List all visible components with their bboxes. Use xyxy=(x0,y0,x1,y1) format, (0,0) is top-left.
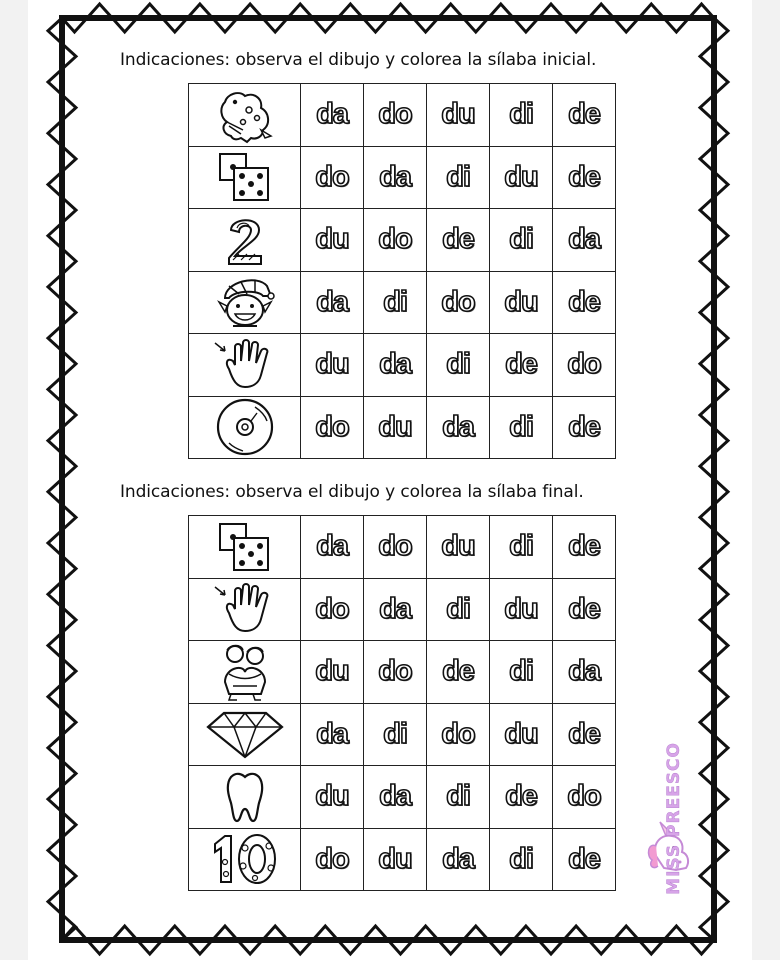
elf-icon xyxy=(189,271,301,334)
syllable-cell[interactable] xyxy=(364,84,427,147)
syllable-text: do xyxy=(378,530,412,563)
syllable-text: du xyxy=(504,285,538,318)
syllable-cell[interactable] xyxy=(553,578,616,641)
dinosaur-icon xyxy=(189,84,301,147)
syllable-text: da xyxy=(379,592,411,625)
syllable-text: di xyxy=(446,592,470,625)
syllable-text: da xyxy=(316,285,348,318)
syllable-cell[interactable] xyxy=(490,516,553,579)
syllable-cell[interactable] xyxy=(427,271,490,334)
syllable-text: du xyxy=(504,717,538,750)
syllable-cell[interactable] xyxy=(553,516,616,579)
syllable-text: da xyxy=(379,780,411,813)
syllable-text: da xyxy=(316,717,348,750)
syllable-text: da xyxy=(568,223,600,256)
syllable-cell[interactable] xyxy=(301,703,364,766)
syllable-text: du xyxy=(504,592,538,625)
syllable-text: do xyxy=(567,348,601,381)
instructions-final: Indicaciones: observa el dibujo y colorea la sílaba final. xyxy=(120,482,584,502)
syllable-cell[interactable] xyxy=(301,271,364,334)
table-row xyxy=(189,209,616,272)
syllable-cell[interactable] xyxy=(490,209,553,272)
table-row xyxy=(189,766,616,829)
cd-disc-icon xyxy=(189,396,301,459)
table-row xyxy=(189,396,616,459)
syllable-cell[interactable] xyxy=(301,209,364,272)
syllable-cell[interactable] xyxy=(364,146,427,209)
syllable-cell[interactable] xyxy=(427,334,490,397)
syllable-text: di xyxy=(509,223,533,256)
syllable-cell[interactable] xyxy=(364,516,427,579)
syllable-text: du xyxy=(315,780,349,813)
syllable-cell[interactable] xyxy=(364,703,427,766)
syllable-cell[interactable] xyxy=(301,84,364,147)
children-hugging-icon xyxy=(189,641,301,704)
syllable-text: de xyxy=(568,530,600,563)
syllable-cell[interactable] xyxy=(490,641,553,704)
syllable-cell[interactable] xyxy=(364,766,427,829)
syllable-text: da xyxy=(442,842,474,875)
syllable-text: da xyxy=(379,348,411,381)
table-row xyxy=(189,578,616,641)
syllable-text: do xyxy=(315,592,349,625)
syllable-cell[interactable] xyxy=(490,578,553,641)
syllable-cell[interactable] xyxy=(427,84,490,147)
syllable-text: do xyxy=(378,98,412,131)
number-two-icon xyxy=(189,209,301,272)
syllable-cell[interactable] xyxy=(301,396,364,459)
syllable-text: de xyxy=(442,655,474,688)
syllable-text: du xyxy=(378,410,412,443)
syllable-text: di xyxy=(446,160,470,193)
dice-icon xyxy=(189,516,301,579)
syllable-cell[interactable] xyxy=(490,703,553,766)
syllable-text: du xyxy=(378,842,412,875)
syllable-text: do xyxy=(378,655,412,688)
syllable-text: de xyxy=(568,592,600,625)
syllable-cell[interactable] xyxy=(301,146,364,209)
syllable-text: du xyxy=(315,348,349,381)
hand-icon xyxy=(189,578,301,641)
syllable-cell[interactable] xyxy=(301,516,364,579)
syllable-cell[interactable] xyxy=(553,641,616,704)
syllable-cell[interactable] xyxy=(553,703,616,766)
number-ten-icon xyxy=(189,828,301,891)
syllable-text: di xyxy=(383,285,407,318)
table-row xyxy=(189,641,616,704)
syllable-cell[interactable] xyxy=(427,828,490,891)
syllable-cell[interactable] xyxy=(490,146,553,209)
syllable-text: do xyxy=(378,223,412,256)
syllable-text: do xyxy=(315,160,349,193)
syllable-cell[interactable] xyxy=(427,516,490,579)
syllable-text: de xyxy=(568,98,600,131)
syllable-cell[interactable] xyxy=(301,641,364,704)
table-row xyxy=(189,334,616,397)
syllable-cell[interactable] xyxy=(364,641,427,704)
syllable-text: do xyxy=(567,780,601,813)
syllable-text: da xyxy=(316,530,348,563)
logo-text: MISS PREESCO xyxy=(664,742,684,895)
table-row xyxy=(189,84,616,147)
syllable-cell[interactable] xyxy=(301,766,364,829)
syllable-text: do xyxy=(441,717,475,750)
table-row xyxy=(189,703,616,766)
syllable-text: di xyxy=(509,530,533,563)
syllable-text: de xyxy=(568,717,600,750)
syllable-cell[interactable] xyxy=(427,396,490,459)
syllable-cell[interactable] xyxy=(364,396,427,459)
syllable-text: di xyxy=(446,348,470,381)
syllable-text: da xyxy=(442,410,474,443)
syllable-text: du xyxy=(315,655,349,688)
syllable-text: de xyxy=(568,285,600,318)
diamond-icon xyxy=(189,703,301,766)
syllable-cell[interactable] xyxy=(364,828,427,891)
syllable-text: du xyxy=(441,98,475,131)
syllable-cell[interactable] xyxy=(553,396,616,459)
dice-icon xyxy=(189,146,301,209)
table-row xyxy=(189,516,616,579)
syllable-text: du xyxy=(441,530,475,563)
syllable-text: di xyxy=(383,717,407,750)
syllable-text: de xyxy=(442,223,474,256)
syllable-text: da xyxy=(316,98,348,131)
syllable-cell[interactable] xyxy=(427,641,490,704)
table-row xyxy=(189,146,616,209)
table-final-syllable xyxy=(188,515,616,891)
syllable-cell[interactable] xyxy=(364,209,427,272)
syllable-cell[interactable] xyxy=(364,271,427,334)
syllable-text: da xyxy=(379,160,411,193)
syllable-text: do xyxy=(315,410,349,443)
syllable-text: du xyxy=(504,160,538,193)
table-initial-syllable xyxy=(188,83,616,459)
syllable-text: do xyxy=(441,285,475,318)
instructions-initial: Indicaciones: observa el dibujo y colorea la sílaba inicial. xyxy=(120,50,597,70)
syllable-cell[interactable] xyxy=(301,334,364,397)
syllable-cell[interactable] xyxy=(427,146,490,209)
syllable-cell[interactable] xyxy=(490,766,553,829)
syllable-cell[interactable] xyxy=(490,84,553,147)
syllable-cell[interactable] xyxy=(301,578,364,641)
syllable-text: da xyxy=(568,655,600,688)
syllable-text: di xyxy=(509,842,533,875)
syllable-cell[interactable] xyxy=(490,271,553,334)
syllable-text: de xyxy=(505,780,537,813)
syllable-text: di xyxy=(509,410,533,443)
syllable-cell[interactable] xyxy=(553,828,616,891)
syllable-cell[interactable] xyxy=(553,271,616,334)
syllable-cell[interactable] xyxy=(427,209,490,272)
syllable-text: di xyxy=(509,655,533,688)
syllable-cell[interactable] xyxy=(301,828,364,891)
syllable-text: de xyxy=(568,842,600,875)
table-row xyxy=(189,828,616,891)
syllable-text: di xyxy=(509,98,533,131)
syllable-cell[interactable] xyxy=(553,209,616,272)
syllable-text: de xyxy=(568,160,600,193)
syllable-cell[interactable] xyxy=(553,146,616,209)
syllable-cell[interactable] xyxy=(427,703,490,766)
syllable-cell[interactable] xyxy=(490,828,553,891)
syllable-cell[interactable] xyxy=(364,578,427,641)
table-row xyxy=(189,271,616,334)
syllable-cell[interactable] xyxy=(364,334,427,397)
syllable-cell[interactable] xyxy=(553,334,616,397)
syllable-text: de xyxy=(505,348,537,381)
hand-icon xyxy=(189,334,301,397)
syllable-cell[interactable] xyxy=(427,766,490,829)
syllable-text: do xyxy=(315,842,349,875)
syllable-cell[interactable] xyxy=(490,334,553,397)
syllable-cell[interactable] xyxy=(553,766,616,829)
syllable-text: de xyxy=(568,410,600,443)
syllable-cell[interactable] xyxy=(553,84,616,147)
syllable-cell[interactable] xyxy=(490,396,553,459)
tooth-icon xyxy=(189,766,301,829)
syllable-text: di xyxy=(446,780,470,813)
syllable-text: du xyxy=(315,223,349,256)
syllable-cell[interactable] xyxy=(427,578,490,641)
